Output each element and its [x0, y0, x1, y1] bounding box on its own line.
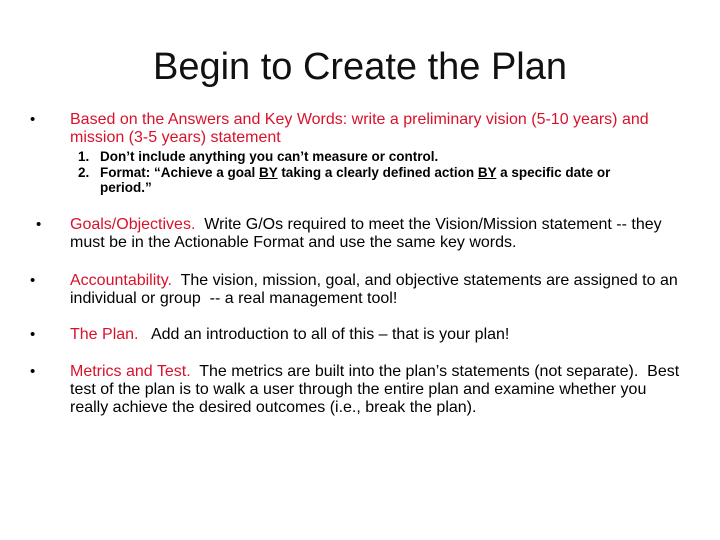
format-by-2: BY [477, 165, 497, 180]
slide-title: Begin to Create the Plan [152, 46, 568, 88]
format-part-2: taking a clearly defined action [277, 165, 478, 180]
bullet-lead: Metrics and Test. [70, 363, 191, 380]
bullet-rest: The metrics are built into the plan’s statements (not separate). Best test of the plan is to walk a user through the entire plan and examine whether you really achieve the desired outcomes (i.e., break the plan). [70, 363, 684, 416]
bullet-marker: • [36, 216, 42, 233]
bullet-lead: The Plan. [70, 326, 139, 343]
bullet-lead: Accountability. [70, 272, 172, 289]
bullet-text: Based on the Answers and Key Words: write a preliminary vision (5-10 years) and mission (3-5 years) statement [70, 111, 649, 146]
format-part-1: Format: “Achieve a goal [100, 165, 260, 180]
bullet-marker: • [30, 326, 36, 343]
format-by-1: BY [259, 165, 278, 180]
format-part-3: a specific date or period.” [100, 165, 611, 195]
subitem-text [100, 165, 665, 195]
bullet-text [70, 216, 680, 252]
bullet-text [70, 363, 684, 417]
subitem-text: Don’t include anything you can’t measure or control. [100, 149, 439, 164]
bullet-marker: • [30, 363, 36, 380]
bullet-marker: • [30, 272, 36, 289]
subitem-number: 1. [78, 149, 90, 164]
subitem-number: 2. [78, 165, 90, 180]
bullet-rest: Write G/Os required to meet the Vision/Mission statement -- they must be in the Actionable Format and use the same key words. [70, 216, 667, 251]
bullet-rest: The vision, mission, goal, and objective statements are assigned to an individual or group -- a real management tool! [70, 272, 683, 307]
bullet-text [70, 326, 680, 344]
bullet-marker: • [30, 111, 36, 128]
bullet-rest: Add an introduction to all of this – that is your plan! [138, 326, 510, 343]
bullet-text [70, 272, 683, 308]
bullet-lead: Goals/Objectives. [70, 216, 196, 233]
